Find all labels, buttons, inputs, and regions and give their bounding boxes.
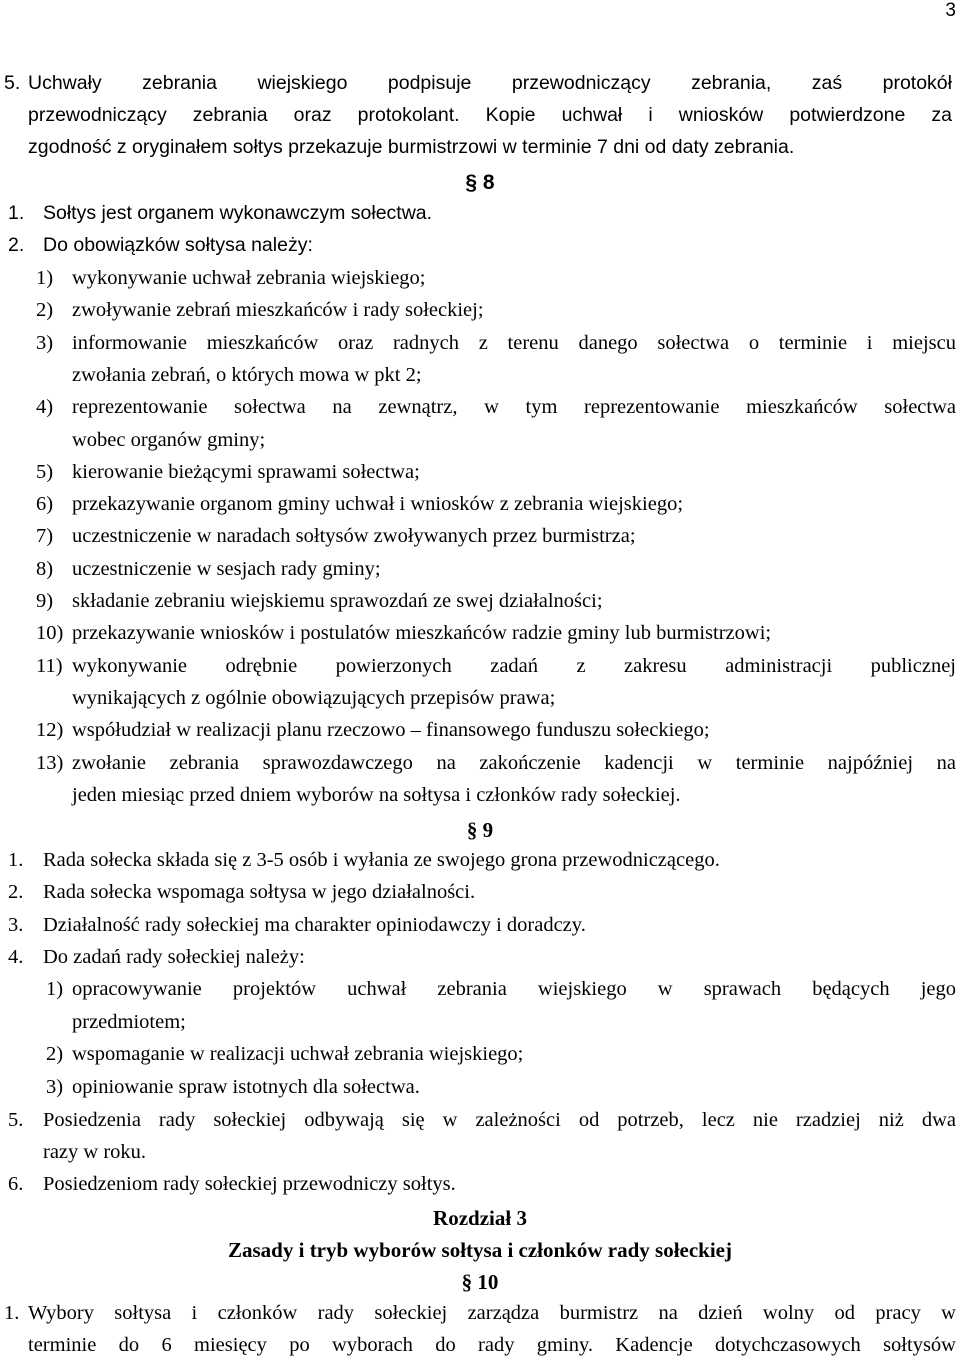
list-item-number: 2): [36, 299, 54, 322]
list-item-text: wobec organów gminy;: [72, 428, 266, 451]
list-item-number: 9): [36, 590, 54, 612]
paragraph-line: razy w roku.: [43, 1141, 147, 1163]
paragraph-line: Uchwały zebrania wiejskiego podpisuje przewodniczący zebrania, zaś protokół: [28, 72, 952, 94]
list-item-number: 12): [36, 719, 64, 742]
paragraph-number: 2.: [8, 234, 25, 256]
list-item-text: uczestniczenie w sesjach rady gminy;: [72, 557, 381, 580]
list-item-number: 4): [36, 396, 54, 419]
list-item-number: 5): [36, 460, 54, 483]
list-item-number: 10): [36, 622, 64, 645]
list-item-text: informowanie mieszkańców oraz radnych z terenu danego sołectwa o terminie i miejscu: [72, 331, 956, 354]
section-heading: § 10: [461, 1270, 499, 1294]
list-item-number: 2): [46, 1043, 64, 1065]
paragraph-text: Rada sołecka składa się z 3-5 osób i wyłania ze swojego grona przewodniczącego.: [43, 849, 720, 871]
paragraph-number: 1.: [8, 849, 24, 871]
paragraph-line: przewodniczący zebrania oraz protokolant. Kopie uchwał i wniosków potwierdzone za: [28, 104, 952, 126]
list-item-text: przedmiotem;: [72, 1010, 186, 1033]
list-item-text: zwoływanie zebrań mieszkańców i rady sołeckiej;: [72, 299, 484, 322]
paragraph-line: Posiedzenia rady sołeckiej odbywają się w zależności od potrzeb, lecz nie rzadziej niż dwa: [43, 1109, 956, 1131]
section-heading: § 9: [466, 818, 494, 842]
paragraph-number: 5.: [4, 72, 21, 94]
paragraph-text: Do obowiązków sołtysa należy:: [43, 234, 313, 256]
paragraph-line: terminie do 6 miesięcy po wyborach do rady gminy. Kadencje dotychczasowych sołtysów: [28, 1334, 956, 1356]
list-item-number: 3): [46, 1075, 64, 1098]
list-item-number: 3): [36, 331, 54, 354]
paragraph-number: 4.: [8, 946, 24, 968]
list-item-text: zwołanie zebrania sprawozdawczego na zakończenie kadencji w terminie najpóźniej na: [72, 751, 956, 774]
paragraph-number: 1.: [4, 1302, 20, 1324]
paragraph-line: zgodność z oryginałem sołtys przekazuje burmistrzowi w terminie 7 dni od daty zebrania.: [28, 136, 795, 158]
list-item-text: jeden miesiąc przed dniem wyborów na sołtysa i członków rady sołeckiej.: [72, 783, 681, 806]
paragraph-text: Sołtys jest organem wykonawczym sołectwa.: [43, 202, 433, 224]
list-item-text: wspomaganie w realizacji uchwał zebrania wiejskiego;: [72, 1043, 524, 1065]
list-item-number: 6): [36, 493, 54, 516]
list-item-text: opracowywanie projektów uchwał zebrania wiejskiego w sprawach będących jego: [72, 978, 956, 1000]
list-item-number: 8): [36, 557, 54, 580]
list-item-text: wykonywanie uchwał zebrania wiejskiego;: [72, 267, 426, 289]
paragraph-number: 2.: [8, 881, 24, 903]
list-item-text: wynikających z ogólnie obowiązujących przepisów prawa;: [72, 686, 556, 709]
chapter-subtitle: Zasady i tryb wyborów sołtysa i członków rady sołeckiej: [228, 1238, 732, 1262]
section-heading: § 8: [465, 171, 495, 194]
paragraph-text: Do zadań rady sołeckiej należy:: [43, 946, 305, 968]
paragraph-number: 1.: [8, 202, 25, 224]
list-item-text: reprezentowanie sołectwa na zewnątrz, w tym reprezentowanie mieszkańców sołectwa: [72, 396, 956, 419]
list-item-text: przekazywanie organom gminy uchwał i wniosków z zebrania wiejskiego;: [72, 493, 684, 516]
paragraph-text: Rada sołecka wspomaga sołtysa w jego działalności.: [43, 881, 476, 903]
list-item-text: składanie zebraniu wiejskiemu sprawozdań ze swej działalności;: [72, 590, 603, 612]
list-item-number: 1): [46, 978, 64, 1000]
list-item-text: współudział w realizacji planu rzeczowo – finansowego funduszu sołeckiego;: [72, 719, 710, 742]
list-item-number: 1): [36, 267, 54, 289]
list-item-text: przekazywanie wniosków i postulatów mieszkańców radzie gminy lub burmistrzowi;: [72, 622, 772, 645]
chapter-title: Rozdział 3: [433, 1206, 527, 1230]
list-item-number: 7): [36, 525, 54, 548]
paragraph-text: Działalność rady sołeckiej ma charakter opiniodawczy i doradczy.: [43, 914, 586, 936]
paragraph-number: 5.: [8, 1109, 24, 1131]
list-item-text: kierowanie bieżącymi sprawami sołectwa;: [72, 460, 420, 483]
page-number: 3: [945, 0, 956, 21]
paragraph-text: Posiedzeniom rady sołeckiej przewodniczy sołtys.: [43, 1173, 456, 1195]
paragraph-number: 3.: [8, 914, 24, 936]
list-item-text: opiniowanie spraw istotnych dla sołectwa.: [72, 1075, 420, 1098]
list-item-number: 11): [36, 654, 63, 677]
list-item-text: wykonywanie odrębnie powierzonych zadań z zakresu administracji publicznej: [72, 654, 956, 677]
list-item-text: zwołania zebrań, o których mowa w pkt 2;: [72, 363, 422, 386]
paragraph-number: 6.: [8, 1173, 24, 1195]
paragraph-line: Wybory sołtysa i członków rady sołeckiej zarządza burmistrz na dzień wolny od pracy w: [28, 1302, 956, 1324]
list-item-number: 13): [36, 751, 64, 774]
list-item-text: uczestniczenie w naradach sołtysów zwoływanych przez burmistrza;: [72, 525, 636, 548]
